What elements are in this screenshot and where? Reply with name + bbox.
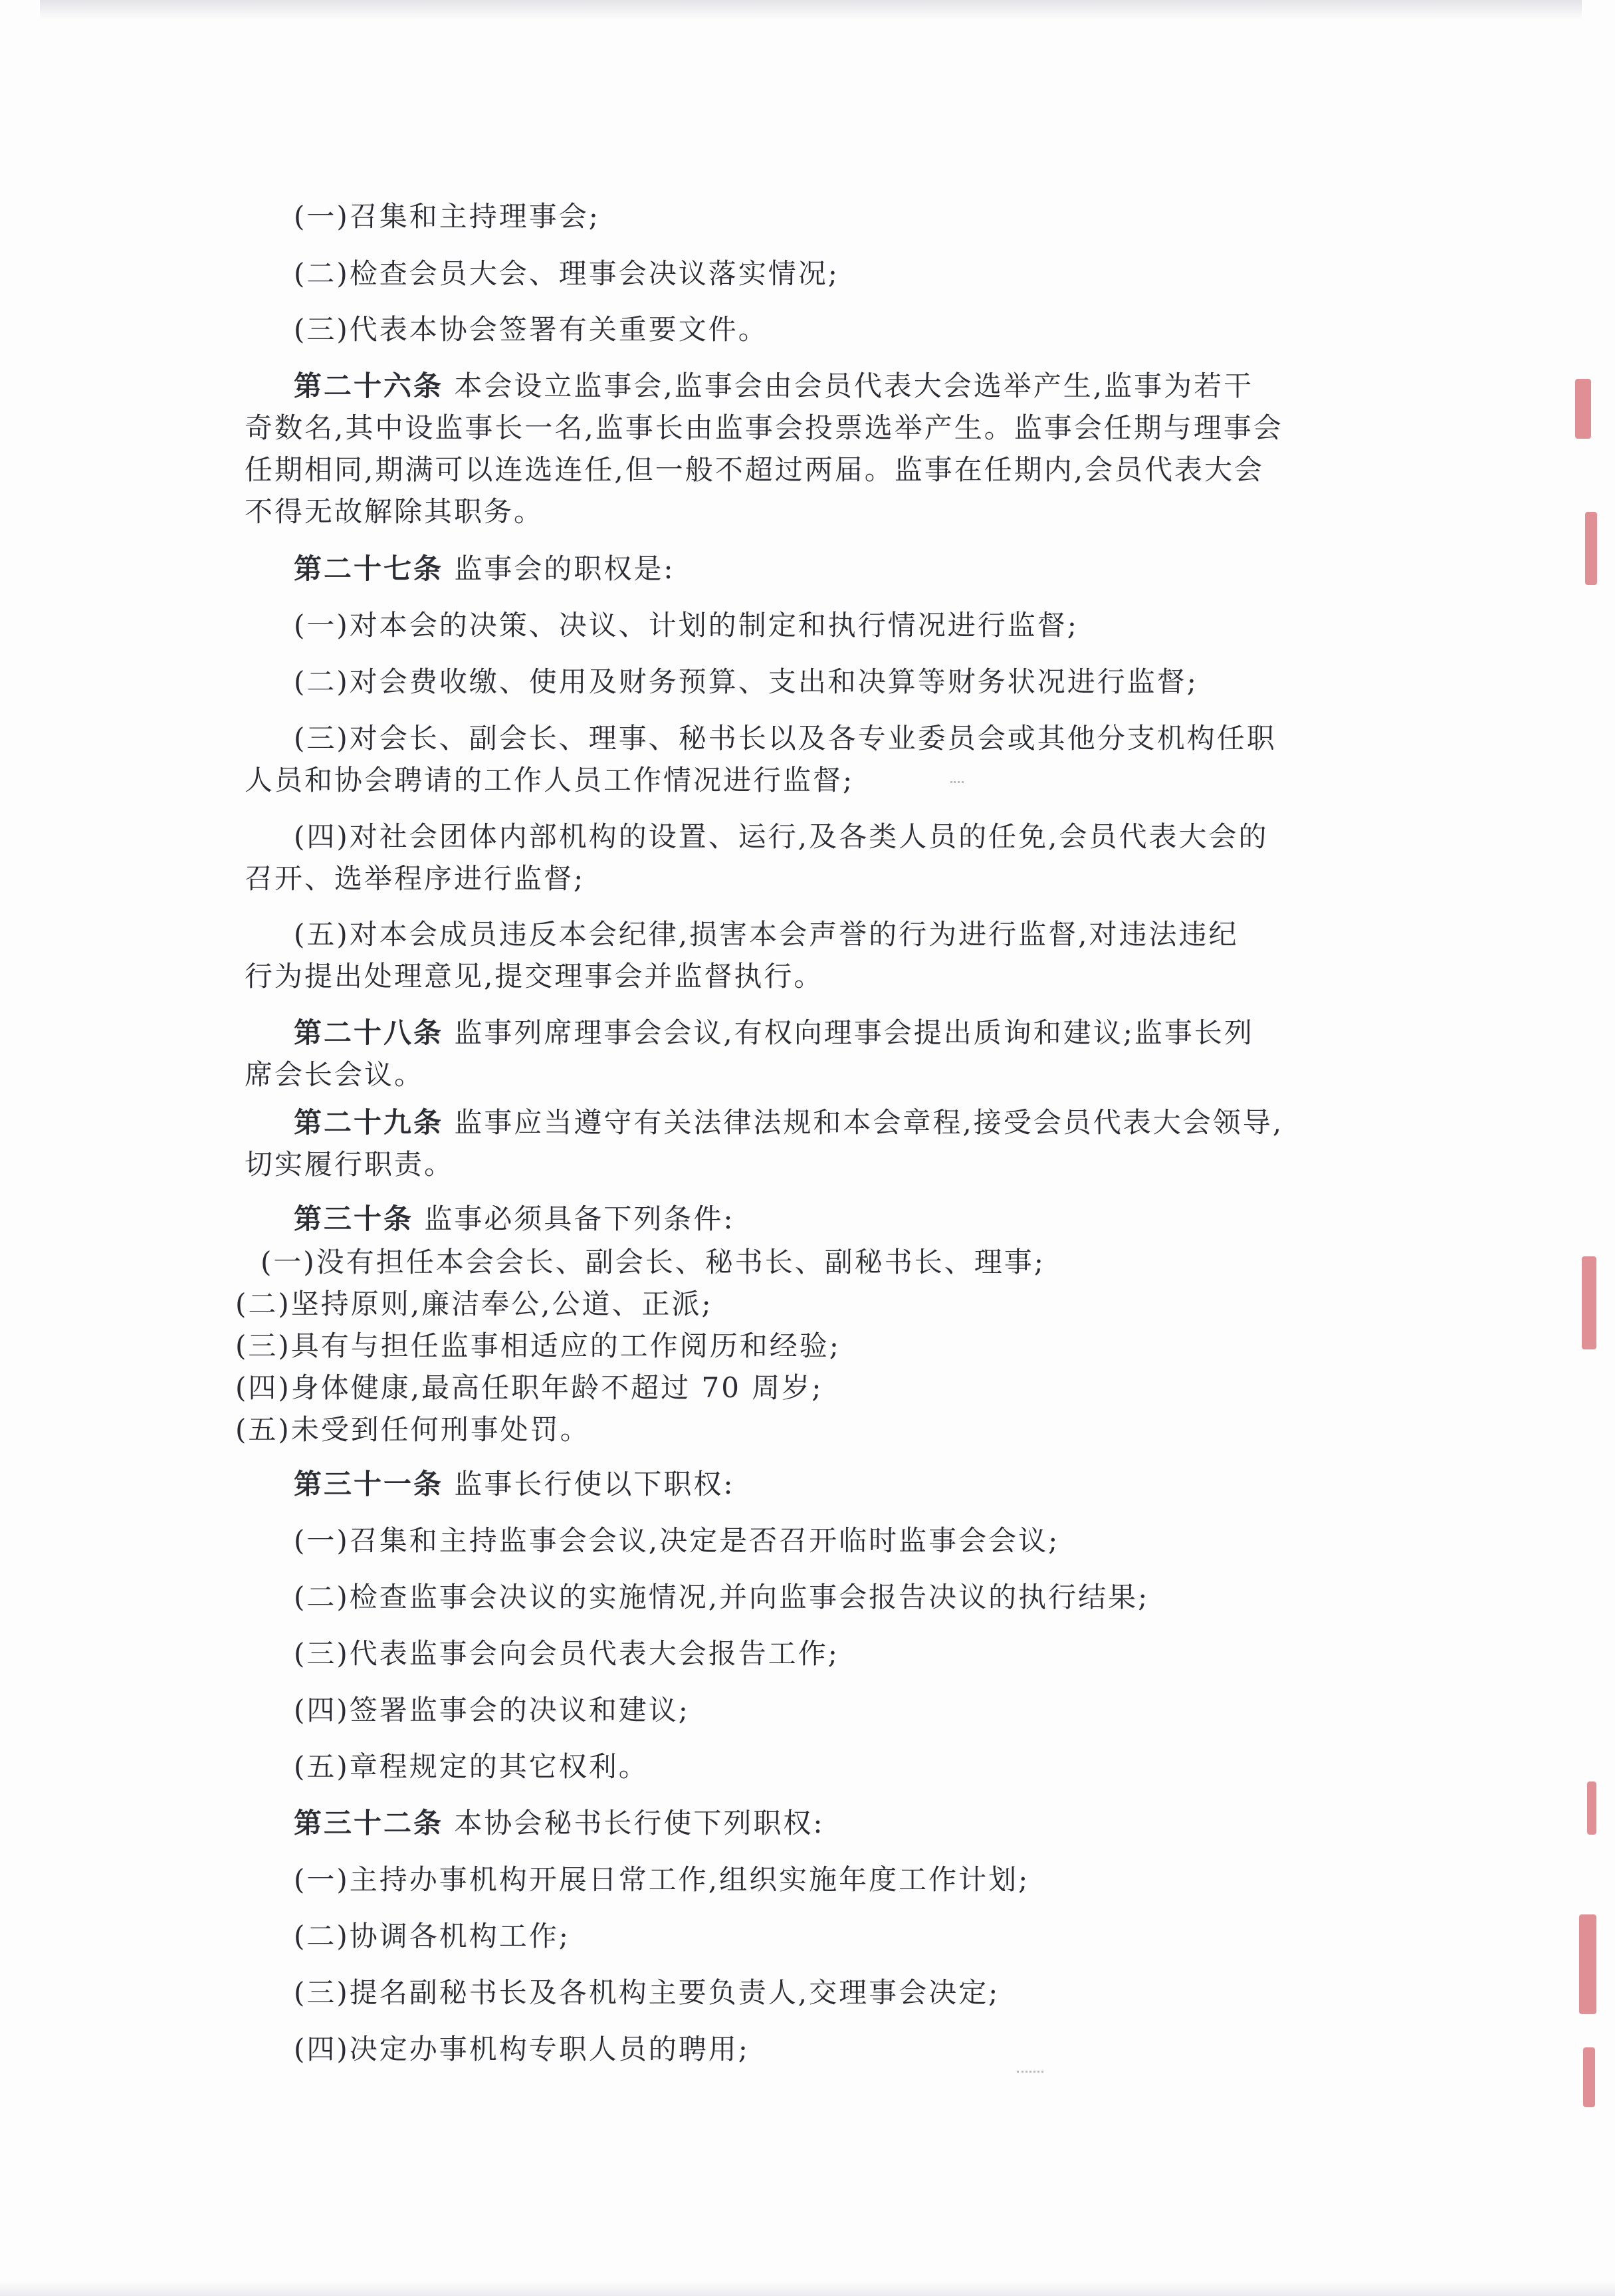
text-line-2: (二)检查会员大会、理事会决议落实情况; <box>294 257 839 290</box>
article-heading: 第二十六条 <box>294 370 444 402</box>
article-30-item-3: (三)具有与担任监事相适应的工作阅历和经验; <box>235 1329 841 1362</box>
scan-speck <box>950 781 964 790</box>
article-32-heading: 第三十二条 本协会秘书长行使下列职权: <box>294 1807 825 1839</box>
article-30-item-4: (四)身体健康,最高任职年龄不超过 70 周岁; <box>235 1371 823 1404</box>
article-28-line-2: 席会长会议。 <box>245 1058 425 1091</box>
seal-fragment-1 <box>1575 379 1591 439</box>
scan-edge-top <box>40 0 1582 20</box>
article-31-item-3: (三)代表监事会向会员代表大会报告工作; <box>294 1637 839 1670</box>
article-31-item-5: (五)章程规定的其它权利。 <box>294 1750 649 1783</box>
article-31-item-1: (一)召集和主持监事会会议,决定是否召开临时监事会会议; <box>294 1524 1060 1557</box>
article-32-item-2: (二)协调各机构工作; <box>294 1920 570 1952</box>
article-31-item-4: (四)签署监事会的决议和建议; <box>294 1694 690 1726</box>
article-30-heading: 第三十条 监事必须具备下列条件: <box>294 1203 735 1235</box>
seal-fragment-6 <box>1583 2047 1595 2107</box>
article-32-item-3: (三)提名副秘书长及各机构主要负责人,交理事会决定; <box>294 1976 1000 2009</box>
scan-speck <box>1017 2071 1043 2079</box>
seal-fragment-3 <box>1582 1256 1596 1349</box>
article-32-item-4: (四)决定办事机构专职人员的聘用; <box>294 2033 750 2065</box>
article-27-item-4-line-1: (四)对社会团体内部机构的设置、运行,及各类人员的任免,会员代表大会的 <box>294 820 1269 853</box>
article-29-line-1: 第二十九条 监事应当遵守有关法律法规和本会章程,接受会员代表大会领导, <box>294 1106 1284 1139</box>
article-27-item-3-line-2: 人员和协会聘请的工作人员工作情况进行监督; <box>245 764 855 796</box>
article-27-heading: 第二十七条 监事会的职权是: <box>294 552 675 585</box>
article-32-item-1: (一)主持办事机构开展日常工作,组织实施年度工作计划; <box>294 1863 1030 1896</box>
article-30-item-2: (二)坚持原则,廉洁奉公,公道、正派; <box>235 1288 713 1320</box>
article-27-item-2: (二)对会费收缴、使用及财务预算、支出和决算等财务状况进行监督; <box>294 665 1198 698</box>
article-heading: 第二十七条 <box>294 552 444 585</box>
article-30-item-1: (一)没有担任本会会长、副会长、秘书长、副秘书长、理事; <box>261 1246 1045 1278</box>
article-heading: 第三十二条 <box>294 1807 444 1839</box>
article-27-item-5-line-2: 行为提出处理意见,提交理事会并监督执行。 <box>245 960 824 992</box>
article-28-line-1: 第二十八条 监事列席理事会会议,有权向理事会提出质询和建议;监事长列 <box>294 1016 1254 1049</box>
article-26-line-4: 不得无故解除其职务。 <box>245 495 544 528</box>
article-heading: 第二十八条 <box>294 1016 444 1049</box>
article-27-item-5-line-1: (五)对本会成员违反本会纪律,损害本会声誉的行为进行监督,对违法违纪 <box>294 918 1239 951</box>
seal-fragment-5 <box>1579 1914 1596 2014</box>
seal-fragment-2 <box>1585 512 1597 585</box>
text-line-1: (一)召集和主持理事会; <box>294 200 600 233</box>
article-29-line-2: 切实履行职责。 <box>245 1148 455 1181</box>
article-27-item-3-line-1: (三)对会长、副会长、理事、秘书长以及各专业委员会或其他分支机构任职 <box>294 722 1277 754</box>
article-31-heading: 第三十一条 监事长行使以下职权: <box>294 1468 735 1500</box>
article-31-item-2: (二)检查监事会决议的实施情况,并向监事会报告决议的执行结果; <box>294 1581 1150 1613</box>
article-27-item-4-line-2: 召开、选举程序进行监督; <box>245 862 586 895</box>
article-26-line-2: 奇数名,其中设监事长一名,监事长由监事会投票选举产生。监事会任期与理事会 <box>245 411 1283 444</box>
article-heading: 第二十九条 <box>294 1106 444 1139</box>
article-30-item-5: (五)未受到任何刑事处罚。 <box>235 1413 590 1446</box>
article-26-line-1: 第二十六条 本会设立监事会,监事会由会员代表大会选举产生,监事为若干 <box>294 370 1254 402</box>
article-heading: 第三十条 <box>294 1203 414 1235</box>
article-heading: 第三十一条 <box>294 1468 444 1500</box>
article-27-item-1: (一)对本会的决策、决议、计划的制定和执行情况进行监督; <box>294 609 1079 641</box>
text-line-3: (三)代表本协会签署有关重要文件。 <box>294 313 768 346</box>
seal-fragment-4 <box>1587 1781 1596 1835</box>
scan-edge-bottom <box>0 2281 1615 2296</box>
article-26-line-3: 任期相同,期满可以连选连任,但一般不超过两届。监事在任期内,会员代表大会 <box>245 453 1265 486</box>
